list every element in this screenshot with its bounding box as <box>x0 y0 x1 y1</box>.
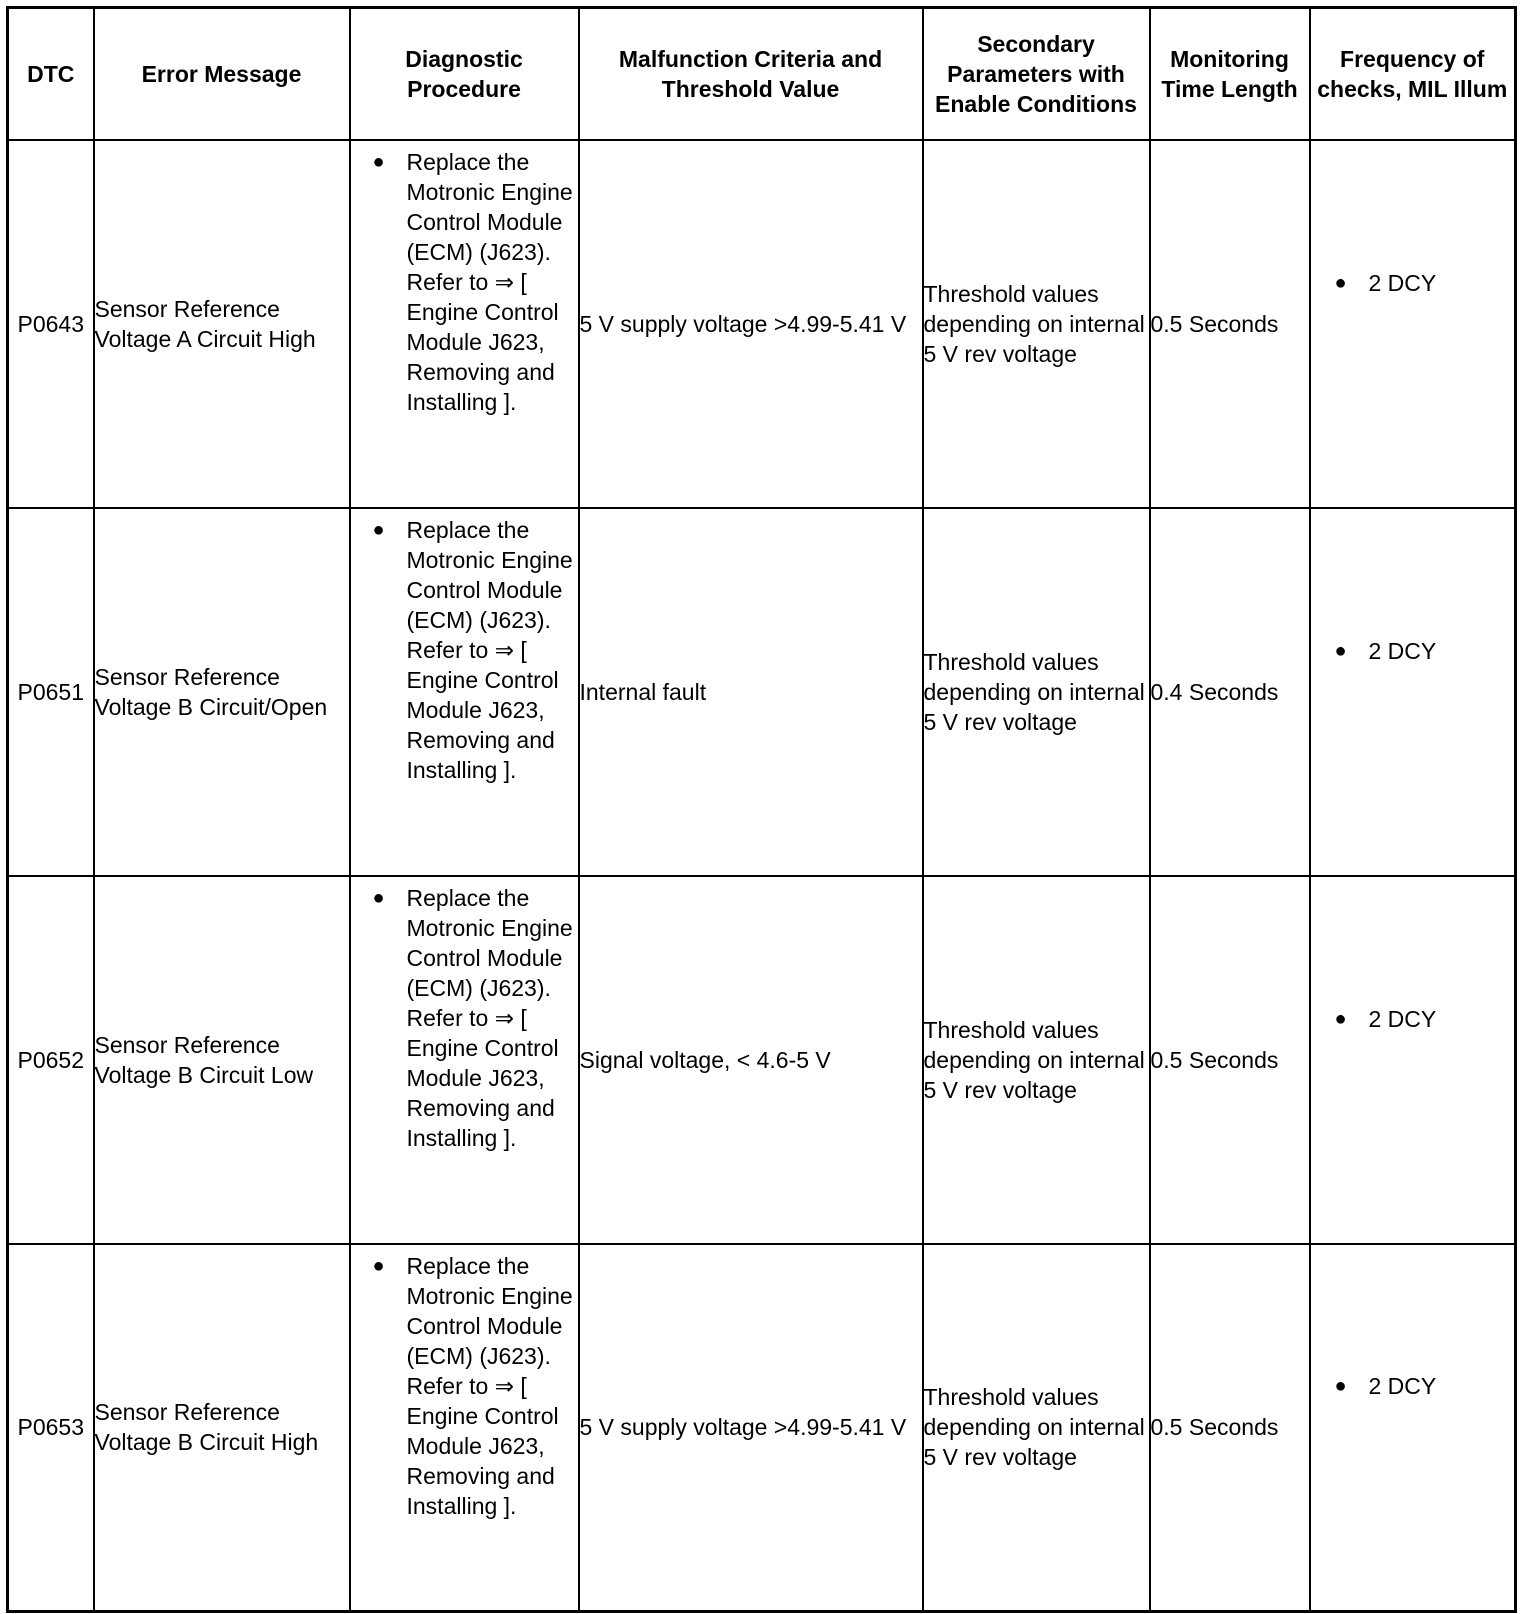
header-dtc: DTC <box>8 8 94 140</box>
diagnostic-procedure <box>350 140 579 508</box>
frequency <box>1310 508 1516 876</box>
malfunction-criteria: 5 V supply voltage >4.99-5.41 V <box>579 1244 923 1612</box>
dtc-code: P0651 <box>8 508 94 876</box>
dtc-code: P0653 <box>8 1244 94 1612</box>
dtc-code: P0643 <box>8 140 94 508</box>
malfunction-criteria: Internal fault <box>579 508 923 876</box>
diagnostic-procedure <box>350 876 579 1244</box>
diagnostic-procedure <box>350 1244 579 1612</box>
frequency <box>1310 1244 1516 1612</box>
table-row <box>8 140 1516 508</box>
table-row <box>8 1244 1516 1612</box>
secondary-parameters: Threshold values depending on internal 5 V rev voltage <box>923 876 1150 1244</box>
monitoring-time: 0.5 Seconds <box>1150 876 1310 1244</box>
header-frequency: Frequency of checks, MIL Illum <box>1310 8 1516 140</box>
header-error-message: Error Message <box>94 8 350 140</box>
bullet-icon: ● <box>1334 1007 1347 1030</box>
error-message: Sensor Reference Voltage B Circuit High <box>94 1244 350 1612</box>
error-message: Sensor Reference Voltage B Circuit/Open <box>94 508 350 876</box>
error-message: Sensor Reference Voltage A Circuit High <box>94 140 350 508</box>
bullet-icon: ● <box>372 150 385 173</box>
bullet-icon: ● <box>1334 1375 1347 1398</box>
secondary-parameters: Threshold values depending on internal 5 V rev voltage <box>923 1244 1150 1612</box>
bullet-icon: ● <box>372 1254 385 1277</box>
monitoring-time: 0.4 Seconds <box>1150 508 1310 876</box>
bullet-icon: ● <box>1334 271 1347 294</box>
header-secondary-parameters: Secondary Parameters with Enable Conditions <box>923 8 1150 140</box>
secondary-parameters: Threshold values depending on internal 5 V rev voltage <box>923 508 1150 876</box>
table-row <box>8 508 1516 876</box>
table-row <box>8 876 1516 1244</box>
dtc-code: P0652 <box>8 876 94 1244</box>
frequency <box>1310 876 1516 1244</box>
header-diagnostic-procedure: Diagnostic Procedure <box>350 8 579 140</box>
bullet-icon: ● <box>1334 639 1347 662</box>
frequency-value: 2 DCY <box>1368 1373 1437 1400</box>
secondary-parameters: Threshold values depending on internal 5 V rev voltage <box>923 140 1150 508</box>
procedure-text: Replace the Motronic Engine Control Module (ECM) (J623). Refer to ⇒ [ Engine Control Module J623, Removing and Installing ]. <box>406 148 573 415</box>
procedure-text: Replace the Motronic Engine Control Module (ECM) (J623). Refer to ⇒ [ Engine Control Module J623, Removing and Installing ]. <box>406 884 573 1151</box>
monitoring-time: 0.5 Seconds <box>1150 140 1310 508</box>
header-row <box>8 8 1516 140</box>
header-monitoring-time: Monitoring Time Length <box>1150 8 1310 140</box>
bullet-icon: ● <box>372 886 385 909</box>
error-message: Sensor Reference Voltage B Circuit Low <box>94 876 350 1244</box>
monitoring-time: 0.5 Seconds <box>1150 1244 1310 1612</box>
bullet-icon: ● <box>372 518 385 541</box>
header-malfunction-criteria: Malfunction Criteria and Threshold Value <box>579 8 923 140</box>
procedure-text: Replace the Motronic Engine Control Module (ECM) (J623). Refer to ⇒ [ Engine Control Module J623, Removing and Installing ]. <box>406 1252 573 1519</box>
malfunction-criteria: Signal voltage, < 4.6-5 V <box>579 876 923 1244</box>
frequency-value: 2 DCY <box>1368 1005 1437 1032</box>
dtc-table <box>6 6 1517 1613</box>
frequency-value: 2 DCY <box>1368 269 1437 296</box>
frequency <box>1310 140 1516 508</box>
procedure-text: Replace the Motronic Engine Control Module (ECM) (J623). Refer to ⇒ [ Engine Control Module J623, Removing and Installing ]. <box>406 516 573 783</box>
frequency-value: 2 DCY <box>1368 637 1437 664</box>
diagnostic-procedure <box>350 508 579 876</box>
malfunction-criteria: 5 V supply voltage >4.99-5.41 V <box>579 140 923 508</box>
